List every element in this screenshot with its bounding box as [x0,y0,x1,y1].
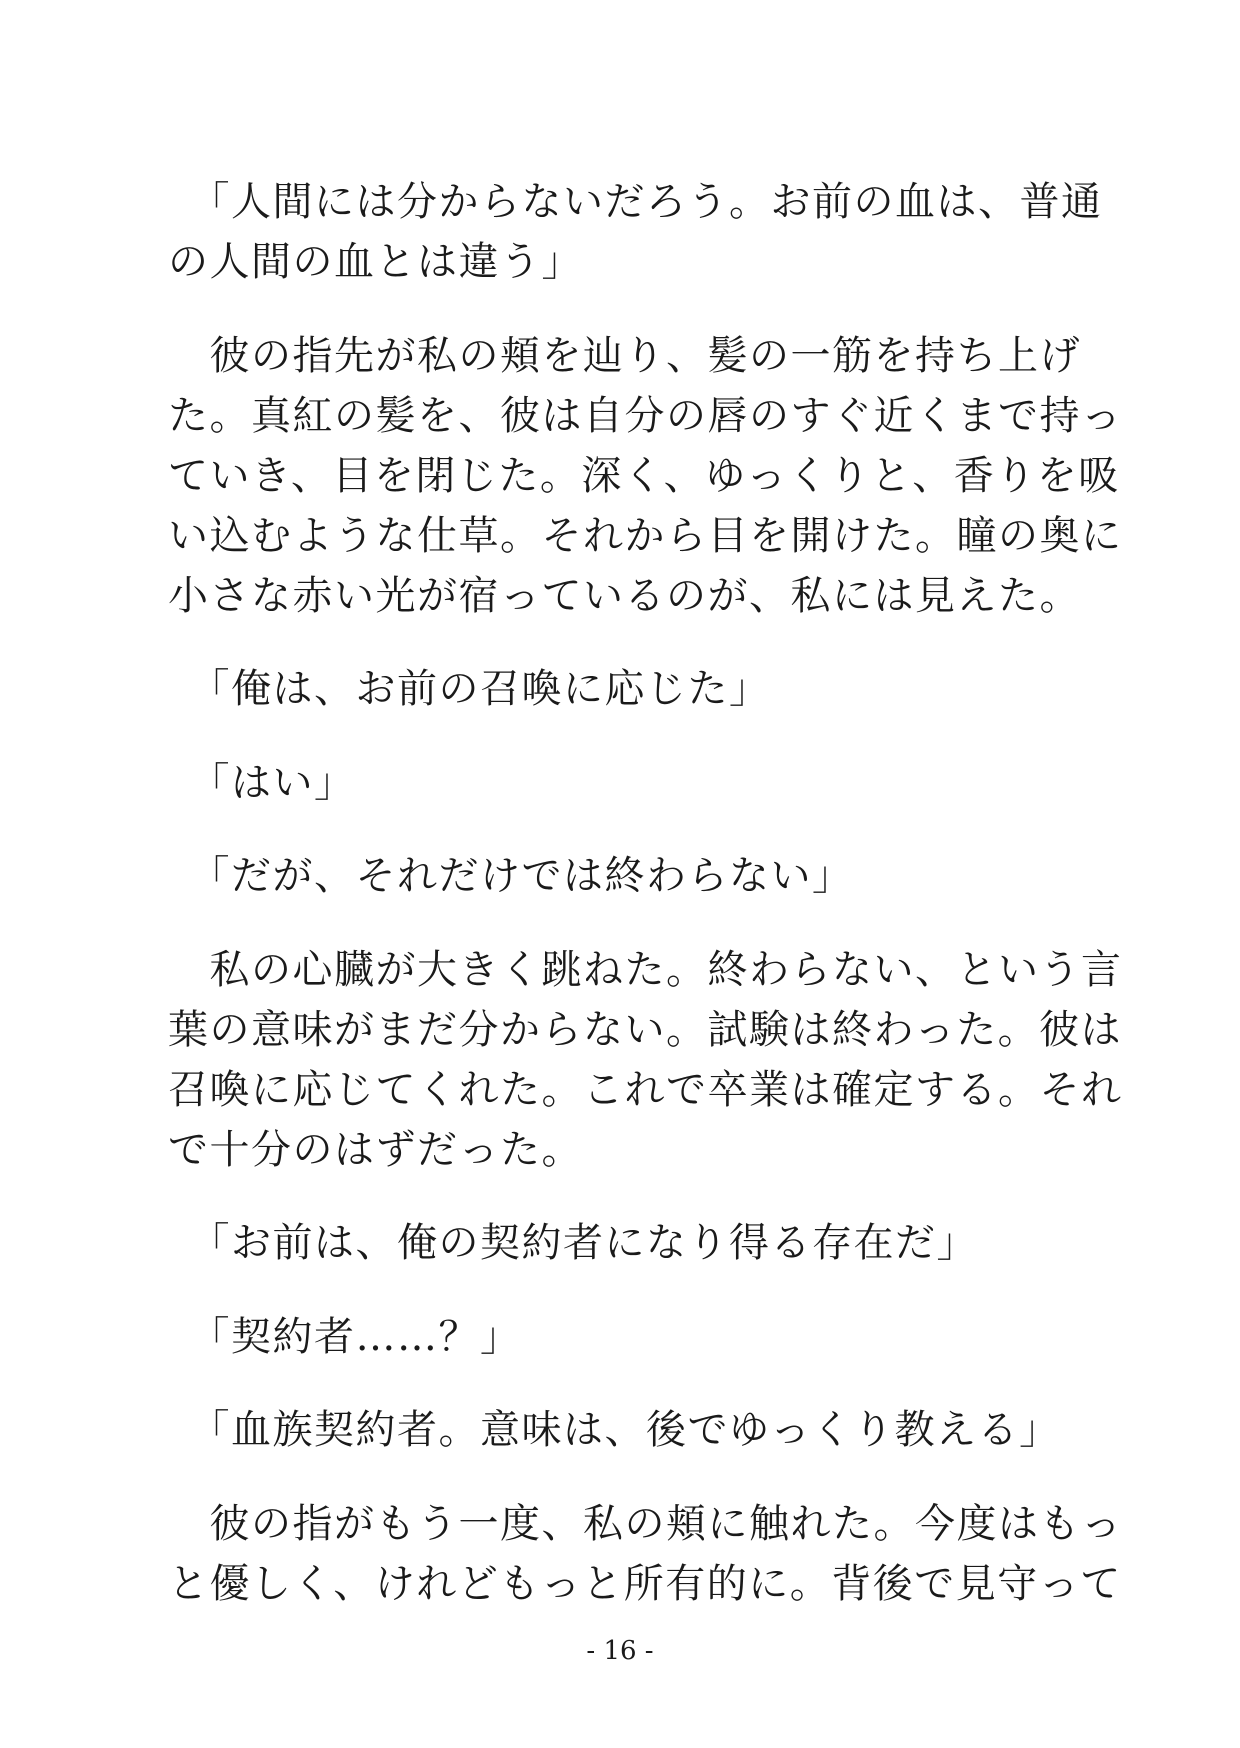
text-line: 召喚に応じてくれた。これで卒業は確定する。それ [168,1066,1123,1113]
text-line: 「俺は、お前の召喚に応じた」 [168,666,771,712]
paragraph-9 [168,1400,1078,1460]
text-line: 「契約者……？」 [168,1313,522,1360]
text-line: ていき、目を閉じた。深く、ゆっくりと、香りを吸 [168,452,1120,499]
text-line: い込むような仕草。それから目を開けた。瞳の奥に [168,512,1123,559]
text-line: 「お前は、俺の契約者になり得る存在だ」 [168,1220,978,1266]
text-line: と優しく、けれどもっと所有的に。背後で見守って [168,1560,1122,1607]
text-line: 「だが、それだけでは終わらない」 [168,853,854,899]
text-line: た。真紅の髪を、彼は自分の唇のすぐ近くまで持っ [168,392,1123,439]
paragraph-1 [168,172,1103,292]
text-line: の人間の血とは違う」 [168,239,583,285]
text-line: で十分のはずだった。 [168,1126,583,1173]
text-line: 「血族契約者。意味は、後でゆっくり教える」 [168,1407,1061,1453]
paragraph-8 [168,1307,1078,1367]
paragraph-4 [168,753,1078,813]
text-line: 彼の指がもう一度、私の頬に触れた。今度はもっ [168,1500,1123,1547]
text-line: 彼の指先が私の頬を辿り、髪の一筋を持ち上げ [168,332,1081,379]
text-line: 葉の意味がまだ分からない。試験は終わった。彼は [168,1006,1123,1053]
body-text [168,172,1123,1614]
paragraph-2 [168,326,1123,626]
text-line: 「人間には分からないだろう。お前の血は、普通 [168,179,1103,225]
paragraph-7 [168,1213,1078,1273]
paragraph-6 [168,940,1123,1180]
text-line: 小さな赤い光が宿っているのが、私には見えた。 [168,572,1081,619]
text-line: 「はい」 [168,759,356,806]
page-number: - 16 - [586,1636,654,1666]
paragraph-3 [168,659,1078,719]
paragraph-5 [168,846,1078,906]
paragraph-10 [168,1494,1123,1614]
text-line: 私の心臓が大きく跳ねた。終わらない、という言 [168,946,1123,993]
